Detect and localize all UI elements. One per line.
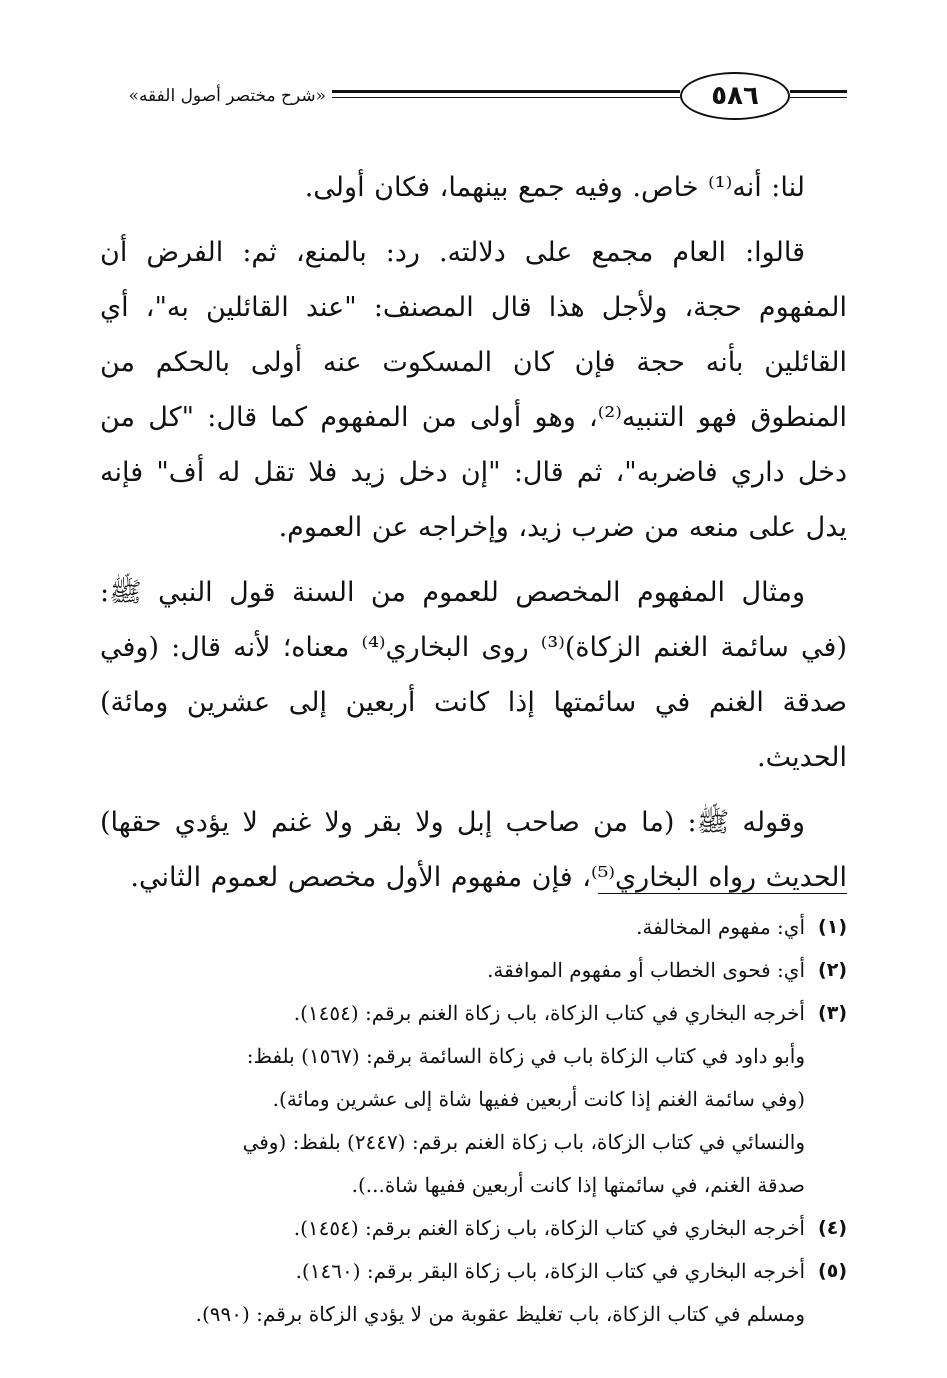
footnote-line: وأبو داود في كتاب الزكاة باب في زكاة السائمة برقم: (١٥٦٧) بلفظ:: [246, 1044, 805, 1068]
running-title: «شرح مختصر أصول الفقه»: [128, 86, 326, 106]
footnote-4: [100, 1207, 847, 1250]
footnote-line: أخرجه البخاري في كتاب الزكاة، باب زكاة الغنم برقم: (١٤٥٤).: [293, 1001, 805, 1025]
footnote-line: أخرجه البخاري في كتاب الزكاة، باب زكاة الغنم برقم: (١٤٥٤).: [293, 1216, 805, 1240]
footnote-line: صدقة الغنم، في سائمتها إذا كانت أربعين ففيها شاة...).: [351, 1173, 805, 1197]
paragraph-3: ومثال المفهوم المخصص للعموم من السنة قول النبي ﷺ: (في سائمة الغنم الزكاة)⁽³⁾ روى البخاري⁽⁴⁾ معناه؛ لأنه قال: (وفي صدقة الغنم في سائمتها إذا كانت أربعين إلى عشرين ومائة) الحديث.: [100, 577, 847, 773]
footnote-1: [100, 906, 847, 949]
footnote-line: أخرجه البخاري في كتاب الزكاة، باب زكاة البقر برقم: (١٤٦٠).: [295, 1259, 805, 1283]
footnote-2: [100, 949, 847, 992]
footnote-line: والنسائي في كتاب الزكاة، باب زكاة الغنم برقم: (٢٤٤٧) بلفظ: (وفي: [242, 1130, 805, 1154]
footnote-separator: [598, 893, 847, 894]
paragraph-2: قالوا: العام مجمع على دلالته. رد: بالمنع، ثم: الفرض أن المفهوم حجة، ولأجل هذا قال المصنف: "عند القائلين به"، أي القائلين بأنه حجة فإن كان المسكوت عنه أولى بالحكم من المنطوق فهو التنبيه⁽²⁾، وهو أولى من المفهوم كما قال: "كل من دخل داري فاضربه"، ثم قال: "إن دخل زيد فلا تقل له أف" فإنه يدل على منعه من ضرب زيد، وإخراجه عن العموم.: [100, 237, 847, 543]
paragraph-1: لنا: أنه⁽¹⁾ خاص. وفيه جمع بينهما، فكان أولى.: [304, 172, 805, 203]
footnote-number: (٣): [818, 1002, 847, 1024]
footnotes: [100, 906, 847, 1336]
page-header: [0, 60, 947, 140]
page-number: ٥٨٦: [711, 81, 759, 111]
footnote-number: (٢): [818, 959, 847, 981]
footnote-line: أي: مفهوم المخالفة.: [636, 915, 805, 939]
paragraph-4: وقوله ﷺ: (ما من صاحب إبل ولا بقر ولا غنم لا يؤدي حقها) الحديث رواه البخاري⁽⁵⁾، فإن مفهوم الأول مخصص لعموم الثاني.: [100, 807, 847, 893]
footnote-number: (١): [818, 916, 847, 938]
header-rule-left-top: [332, 90, 680, 93]
footnote-line: (وفي سائمة الغنم إذا كانت أربعين ففيها شاة إلى عشرين ومائة).: [272, 1087, 805, 1111]
footnote-5: [100, 1250, 847, 1336]
footnote-number: (٤): [818, 1217, 847, 1239]
footnote-number: (٥): [818, 1260, 847, 1282]
footnote-line: ومسلم في كتاب الزكاة، باب تغليظ عقوبة من لا يؤدي الزكاة برقم: (٩٩٠).: [195, 1302, 805, 1326]
footnote-line: أي: فحوى الخطاب أو مفهوم الموافقة.: [487, 958, 805, 982]
footnote-3: [100, 992, 847, 1207]
main-text: [100, 160, 847, 905]
header-rule-right-top: [790, 90, 847, 93]
header-rule-right-bottom: [790, 97, 847, 98]
page-number-oval: [680, 72, 790, 120]
header-rule-left-bottom: [332, 97, 680, 98]
